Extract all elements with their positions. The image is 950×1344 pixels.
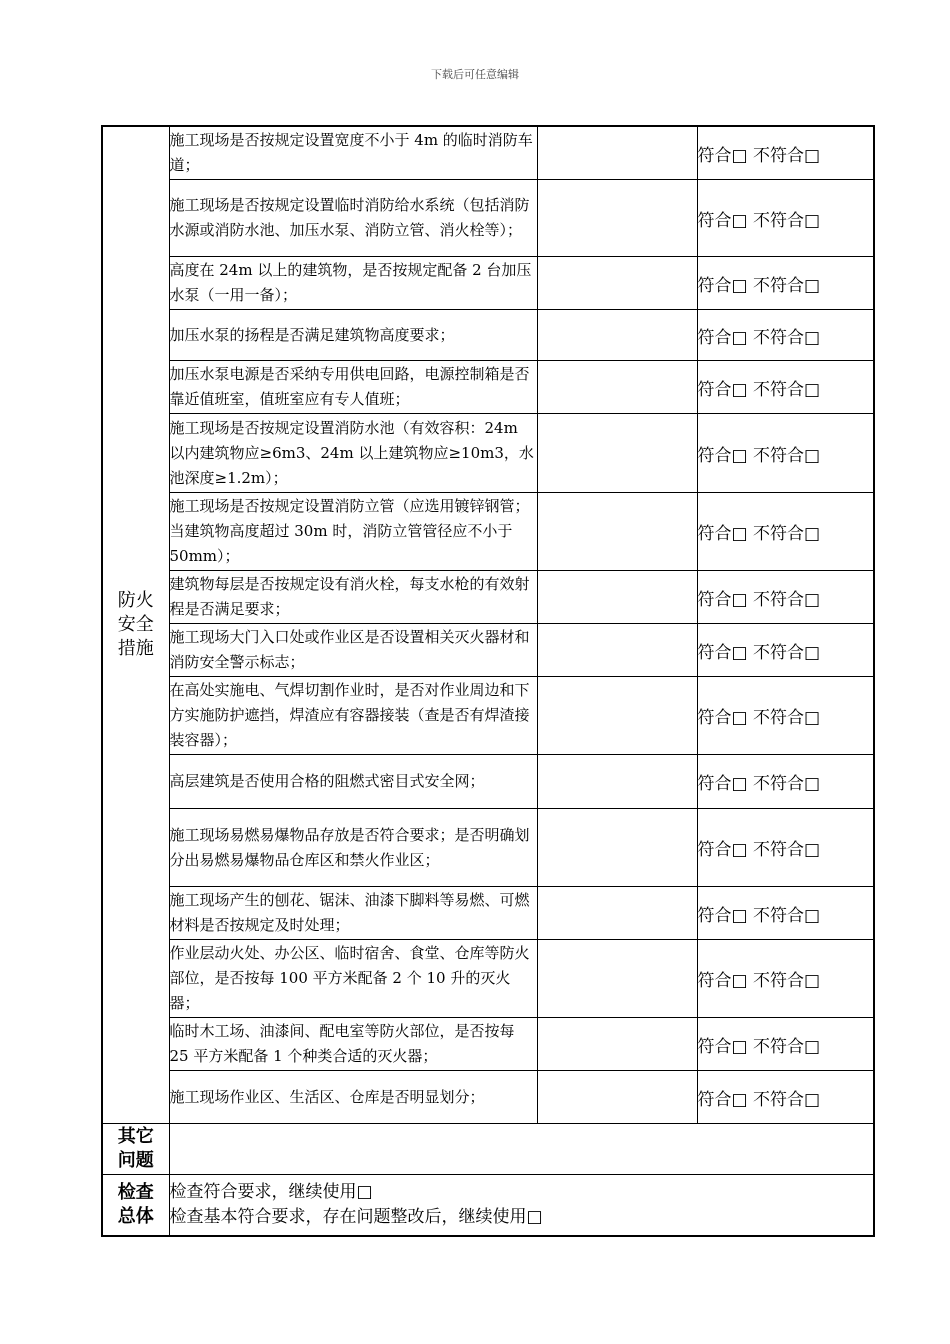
check-item-notes[interactable]: [537, 180, 697, 257]
check-item-result[interactable]: 符合□ 不符合□: [697, 493, 874, 571]
check-item-notes[interactable]: [537, 677, 697, 755]
other-issues-label: 其它问题: [102, 1124, 169, 1175]
check-item-row: [102, 414, 874, 493]
conclusion-option-pass[interactable]: 检查符合要求，继续使用□: [169, 1182, 373, 1202]
check-item-notes[interactable]: [537, 571, 697, 624]
check-item-text: 施工现场是否按规定设置宽度不小于 4m 的临时消防车道；: [169, 126, 537, 180]
check-item-notes[interactable]: [537, 361, 697, 414]
check-item-notes[interactable]: [537, 755, 697, 809]
check-item-row: [102, 755, 874, 809]
check-item-notes[interactable]: [537, 414, 697, 493]
check-item-row: [102, 1018, 874, 1071]
check-item-result[interactable]: 符合□ 不符合□: [697, 571, 874, 624]
check-item-notes[interactable]: [537, 887, 697, 940]
check-item-text: 高度在 24m 以上的建筑物，是否按规定配备 2 台加压水泵（一用一备）；: [169, 257, 537, 310]
conclusion-row: [102, 1175, 874, 1237]
check-item-row: [102, 677, 874, 755]
check-item-result[interactable]: 符合□ 不符合□: [697, 361, 874, 414]
check-item-text: 施工现场是否按规定设置消防水池（有效容积：24m 以内建筑物应≥6m3、24m 以上建筑物应≥10m3，水池深度≥1.2m）；: [169, 414, 537, 493]
check-item-text: 施工现场产生的刨花、锯沫、油漆下脚料等易燃、可燃材料是否按规定及时处理；: [169, 887, 537, 940]
check-item-row: [102, 310, 874, 361]
check-item-result[interactable]: 符合□ 不符合□: [697, 180, 874, 257]
check-item-notes[interactable]: [537, 1071, 697, 1124]
fire-safety-section: [102, 126, 874, 1124]
check-item-result[interactable]: 符合□ 不符合□: [697, 940, 874, 1018]
header-note: 下载后可任意编辑: [431, 68, 519, 81]
check-item-text: 临时木工场、油漆间、配电室等防火部位，是否按每 25 平方米配备 1 个种类合适的灭火器；: [169, 1018, 537, 1071]
check-item-row: [102, 887, 874, 940]
check-item-result[interactable]: 符合□ 不符合□: [697, 1071, 874, 1124]
check-item-text: 作业层动火处、办公区、临时宿舍、食堂、仓库等防火部位，是否按每 100 平方米配备 2 个 10 升的灭火器；: [169, 940, 537, 1018]
category-text: 防火安全措施: [117, 590, 154, 659]
check-item-text: 加压水泵电源是否采纳专用供电回路，电源控制箱是否靠近值班室，值班室应有专人值班；: [169, 361, 537, 414]
check-item-text: 建筑物每层是否按规定设有消火栓，每支水枪的有效射程是否满足要求；: [169, 571, 537, 624]
check-item-text: 施工现场大门入口处或作业区是否设置相关灭火器材和消防安全警示标志；: [169, 624, 537, 677]
check-item-result[interactable]: 符合□ 不符合□: [697, 809, 874, 887]
check-item-text: 施工现场是否按规定设置临时消防给水系统（包括消防水源或消防水池、加压水泵、消防立管、消火栓等）；: [169, 180, 537, 257]
check-item-result[interactable]: 符合□ 不符合□: [697, 887, 874, 940]
check-item-notes[interactable]: [537, 493, 697, 571]
category-label: [102, 126, 169, 1124]
check-item-result[interactable]: 符合□ 不符合□: [697, 677, 874, 755]
check-item-result[interactable]: 符合□ 不符合□: [697, 126, 874, 180]
check-item-text: 高层建筑是否使用合格的阻燃式密目式安全网；: [169, 755, 537, 809]
check-item-text: 施工现场是否按规定设置消防立管（应选用镀锌钢管；当建筑物高度超过 30m 时，消防立管管径应不小于 50mm）；: [169, 493, 537, 571]
check-item-text: 加压水泵的扬程是否满足建筑物高度要求；: [169, 310, 537, 361]
check-item-notes[interactable]: [537, 1018, 697, 1071]
check-item-row: [102, 126, 874, 180]
check-item-result[interactable]: 符合□ 不符合□: [697, 755, 874, 809]
check-item-row: [102, 1071, 874, 1124]
conclusion-option-conditional[interactable]: 检查基本符合要求，存在问题整改后，继续使用□: [169, 1207, 543, 1227]
check-item-text: 在高处实施电、气焊切割作业时，是否对作业周边和下方实施防护遮挡，焊渣应有容器接装（查是否有焊渣接装容器）；: [169, 677, 537, 755]
check-item-row: [102, 809, 874, 887]
other-issues-field[interactable]: [169, 1124, 874, 1175]
check-item-result[interactable]: 符合□ 不符合□: [697, 624, 874, 677]
check-item-row: [102, 257, 874, 310]
check-item-result[interactable]: 符合□ 不符合□: [697, 414, 874, 493]
conclusion-options: [169, 1175, 874, 1237]
conclusion-label: 检查总体: [102, 1175, 169, 1237]
check-item-notes[interactable]: [537, 624, 697, 677]
check-item-row: [102, 180, 874, 257]
check-item-notes[interactable]: [537, 257, 697, 310]
check-item-result[interactable]: 符合□ 不符合□: [697, 257, 874, 310]
check-item-notes[interactable]: [537, 310, 697, 361]
check-item-notes[interactable]: [537, 126, 697, 180]
check-item-row: [102, 493, 874, 571]
check-item-row: [102, 940, 874, 1018]
check-item-row: [102, 571, 874, 624]
other-issues-row: [102, 1124, 874, 1175]
check-item-row: [102, 624, 874, 677]
check-item-text: 施工现场易燃易爆物品存放是否符合要求；是否明确划分出易燃易爆物品仓库区和禁火作业区；: [169, 809, 537, 887]
check-item-notes[interactable]: [537, 809, 697, 887]
inspection-table: [101, 125, 875, 1237]
check-item-row: [102, 361, 874, 414]
check-item-notes[interactable]: [537, 940, 697, 1018]
check-item-text: 施工现场作业区、生活区、仓库是否明显划分；: [169, 1071, 537, 1124]
check-item-result[interactable]: 符合□ 不符合□: [697, 310, 874, 361]
check-item-result[interactable]: 符合□ 不符合□: [697, 1018, 874, 1071]
